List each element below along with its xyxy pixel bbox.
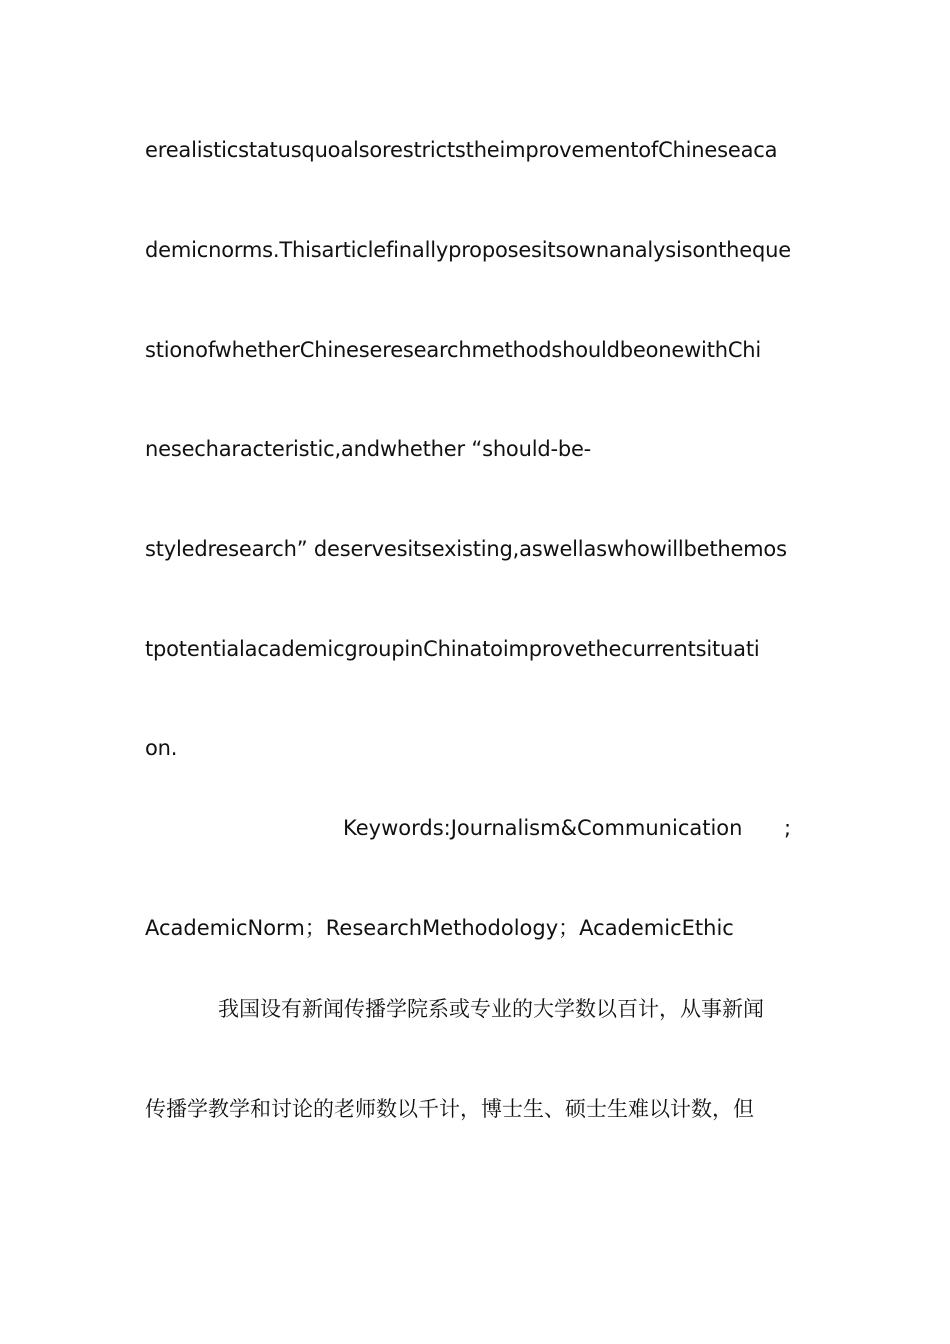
abstract-line: styledresearch” deservesitsexisting,aswellaswhowillbethemos [145,537,787,561]
abstract-line: nesecharacteristic,andwhether “should-be- [145,437,592,461]
abstract-line: erealisticstatusquoalsorestrictstheimprovementofChineseaca [145,138,778,162]
abstract-line: demicnorms.Thisarticlefinallyproposesitsownanalysisontheque [145,238,791,262]
keywords-line: AcademicNorm；ResearchMethodology；AcademicEthic [145,916,734,940]
keywords-separator: ; [784,816,792,840]
abstract-line: on. [145,736,178,760]
abstract-line: tpotentialacademicgroupinChinatoimprovethecurrentsituati [145,637,760,661]
body-paragraph-line: 我国设有新闻传播学院系或专业的大学数以百计，从事新闻 [218,997,764,1021]
keywords-line: Keywords:Journalism&Communication [343,816,743,840]
body-paragraph-line: 传播学教学和讨论的老师数以千计，博士生、硕士生难以计数，但 [145,1097,754,1121]
abstract-line: stionofwhetherChineseresearchmethodshouldbeonewithChi [145,338,762,362]
